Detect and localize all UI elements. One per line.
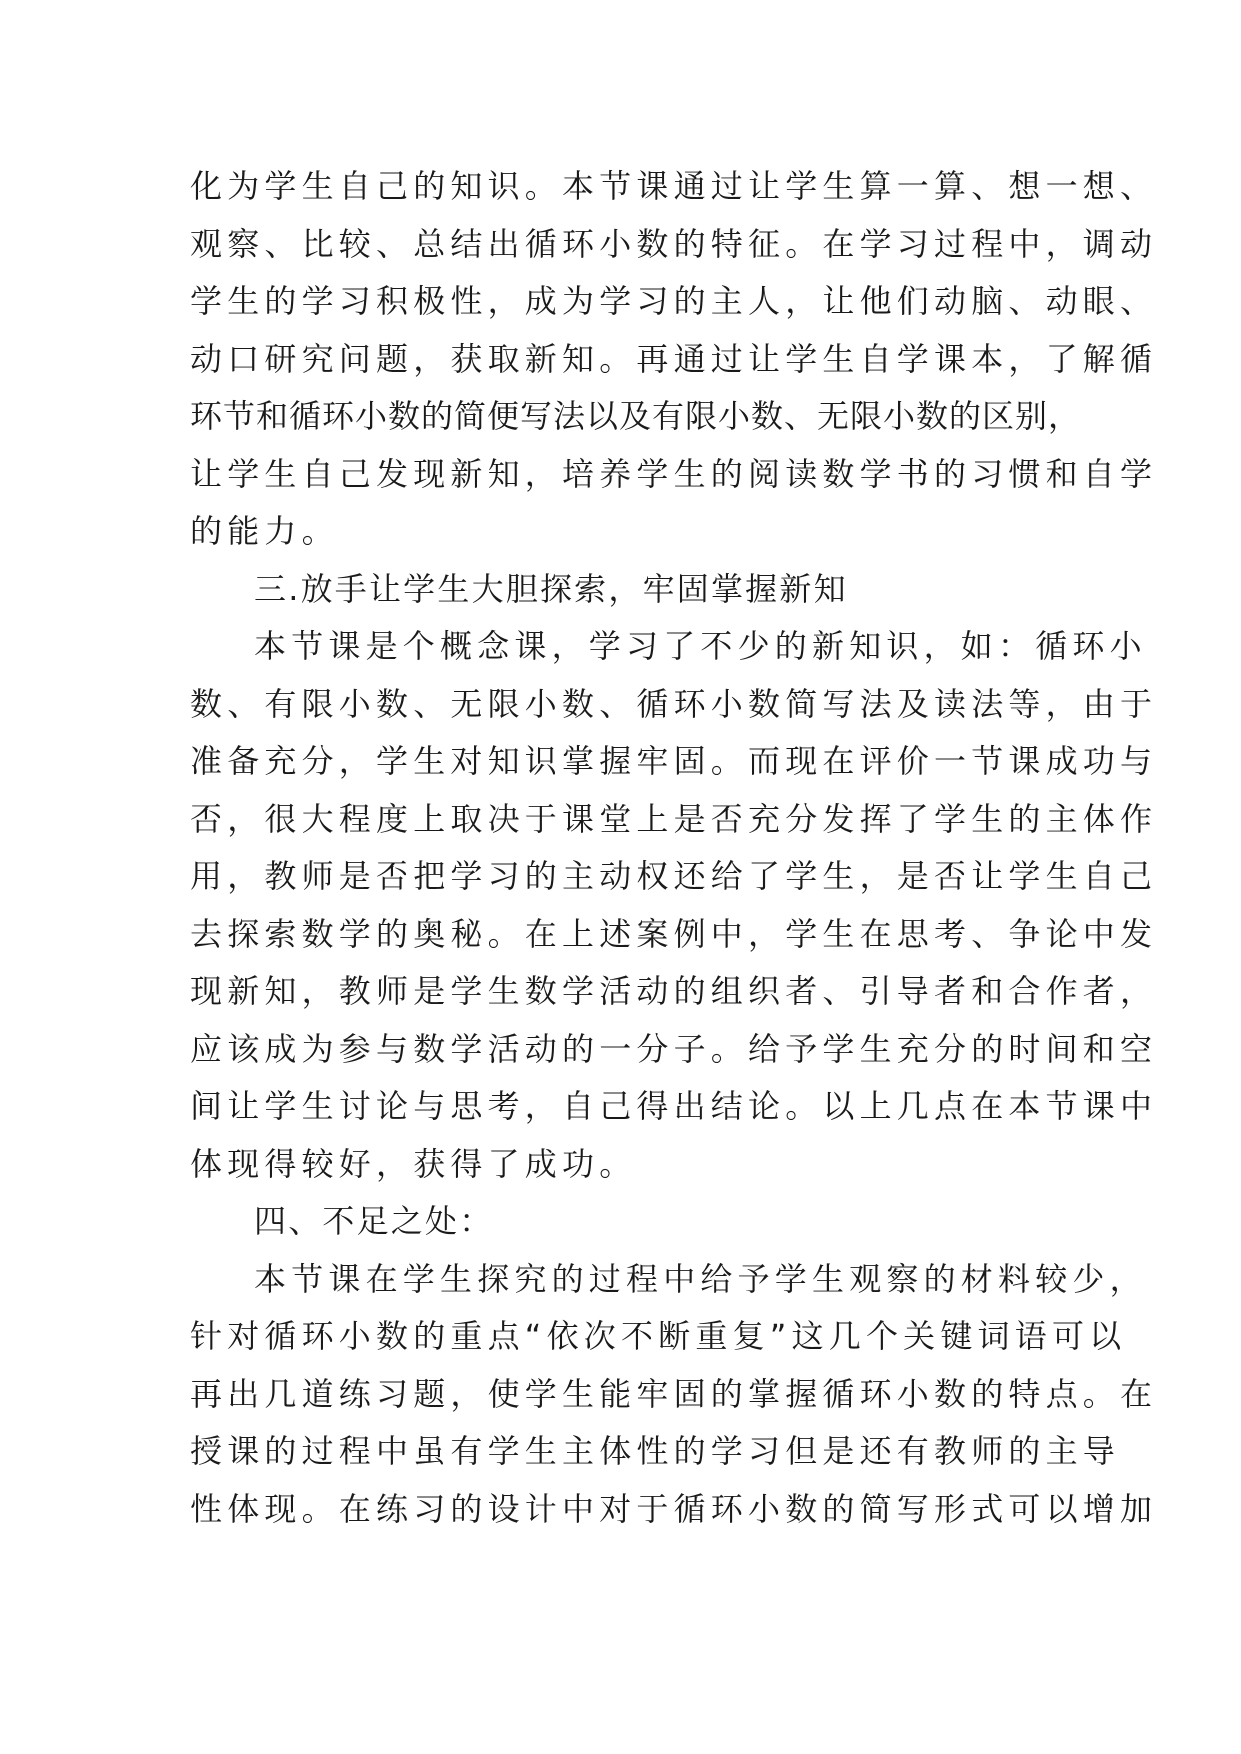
text-line: 化为学生自己的知识。本节课通过让学生算一算、想一想、 [190, 167, 1158, 205]
text-line: 现新知，教师是学生数学活动的组织者、引导者和合作者， [190, 972, 1158, 1010]
text-line: 去探索数学的奥秘。在上述案例中，学生在思考、争论中发 [190, 914, 1158, 953]
text-line: 环节和循环小数的简便写法以及有限小数、无限小数的区别， [190, 397, 1082, 435]
text-line: 数、有限小数、无限小数、循环小数简写法及读法等，由于 [190, 684, 1158, 723]
text-line: 让学生自己发现新知，培养学生的阅读数学书的习惯和自学 [190, 454, 1158, 493]
paragraph [190, 1251, 1158, 1539]
text-line: 间让学生讨论与思考，自己得出结论。以上几点在本节课中 [190, 1087, 1158, 1125]
text-line: 针对循环小数的重点“依次不断重复”这几个关键词语可以 [190, 1317, 1127, 1355]
text-line: 再出几道练习题，使学生能牢固的掌握循环小数的特点。在 [190, 1374, 1158, 1413]
text-line: 性体现。在练习的设计中对于循环小数的简写形式可以增加 [190, 1489, 1158, 1528]
text-line: 的能力。 [190, 512, 339, 550]
section-heading [190, 1193, 1070, 1251]
heading-line: 三.放手让学生大胆探索，牢固掌握新知 [254, 569, 848, 608]
text-line: 动口研究问题，获取新知。再通过让学生自学课本，了解循 [190, 339, 1158, 378]
paragraph [190, 158, 1158, 561]
heading-line: 四、不足之处： [254, 1202, 494, 1240]
text-line: 用，教师是否把学习的主动权还给了学生，是否让学生自己 [190, 857, 1158, 895]
paragraph [190, 618, 1158, 1193]
text-line: 准备充分，学生对知识掌握牢固。而现在评价一节课成功与 [190, 742, 1158, 780]
text-line: 观察、比较、总结出循环小数的特征。在学习过程中，调动 [190, 224, 1158, 263]
text-line: 否，很大程度上取决于课堂上是否充分发挥了学生的主体作 [190, 799, 1158, 838]
section-heading [190, 561, 1070, 619]
text-line: 学生的学习积极性，成为学习的主人，让他们动脑、动眼、 [190, 282, 1158, 320]
text-line: 应该成为参与数学活动的一分子。给予学生充分的时间和空 [190, 1029, 1158, 1068]
text-line: 体现得较好，获得了成功。 [190, 1144, 637, 1183]
document-body [190, 158, 1158, 1538]
text-line: 本节课在学生探究的过程中给予学生观察的材料较少， [254, 1259, 1147, 1298]
text-line: 授课的过程中虽有学生主体性的学习但是还有教师的主导 [190, 1432, 1121, 1470]
text-line: 本节课是个概念课，学习了不少的新知识，如：循环小 [254, 627, 1147, 665]
